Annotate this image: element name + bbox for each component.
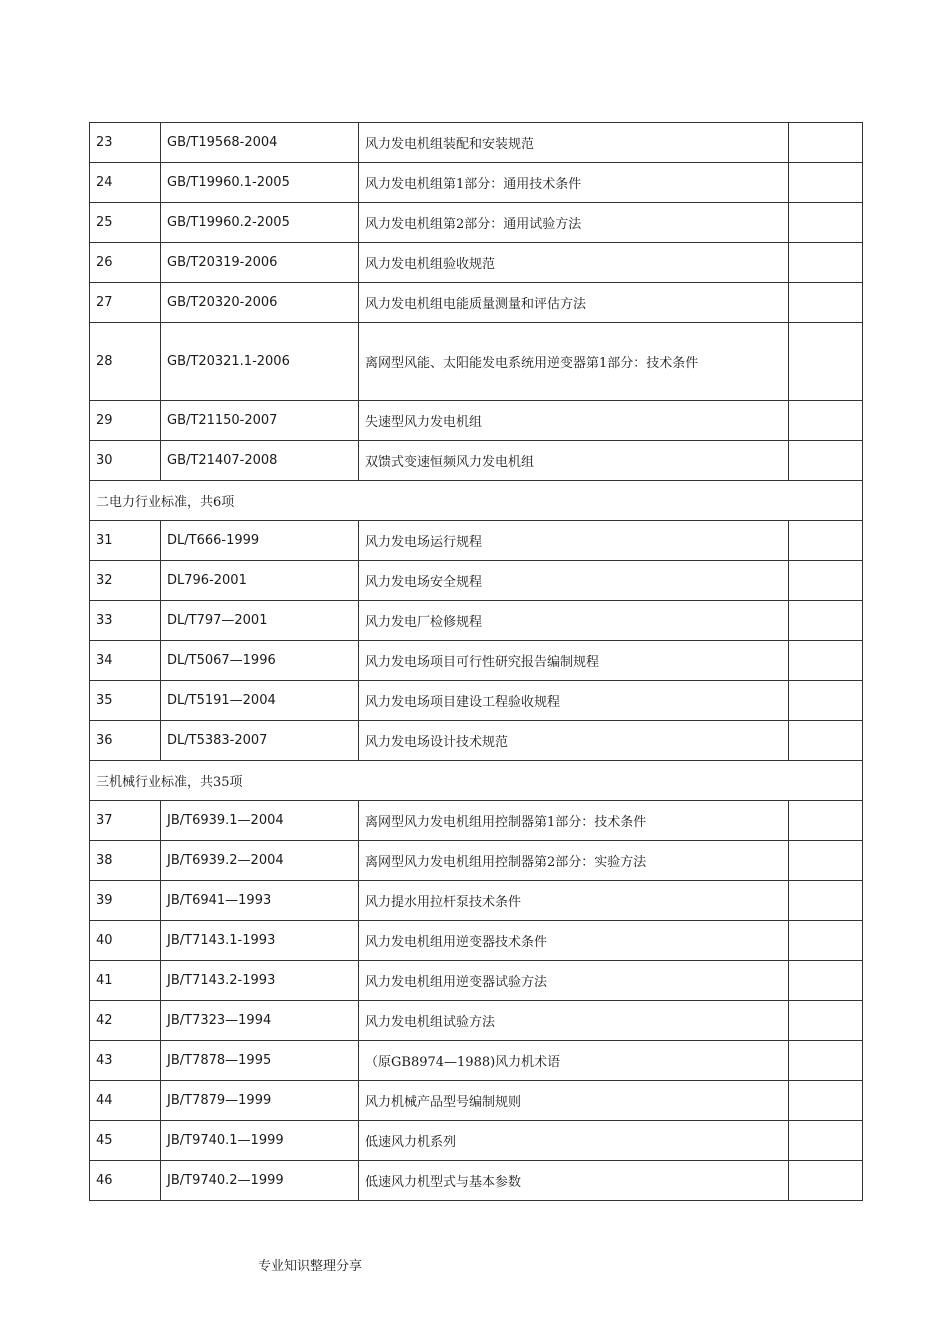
standard-code: JB/T7878—1995 — [161, 1041, 359, 1081]
row-number: 37 — [90, 801, 161, 841]
standard-code: DL/T666-1999 — [161, 521, 359, 561]
standard-name: 低速风力机型式与基本参数 — [359, 1161, 789, 1201]
standard-code: JB/T9740.1—1999 — [161, 1121, 359, 1161]
remark-cell — [789, 401, 863, 441]
row-number: 32 — [90, 561, 161, 601]
standard-name: 离网型风能、太阳能发电系统用逆变器第1部分：技术条件 — [359, 323, 789, 401]
table-row — [90, 283, 863, 323]
table-row — [90, 243, 863, 283]
remark-cell — [789, 243, 863, 283]
standard-name: 失速型风力发电机组 — [359, 401, 789, 441]
row-number: 39 — [90, 881, 161, 921]
standard-name: 风力发电机组用逆变器技术条件 — [359, 921, 789, 961]
remark-cell — [789, 801, 863, 841]
remark-cell — [789, 881, 863, 921]
standard-name: 风力发电机组电能质量测量和评估方法 — [359, 283, 789, 323]
table-row — [90, 881, 863, 921]
standard-code: GB/T19960.1-2005 — [161, 163, 359, 203]
row-number: 33 — [90, 601, 161, 641]
standard-code: GB/T20320-2006 — [161, 283, 359, 323]
row-number: 42 — [90, 1001, 161, 1041]
row-number: 46 — [90, 1161, 161, 1201]
section-header-row — [90, 481, 863, 521]
table-row — [90, 1161, 863, 1201]
row-number: 26 — [90, 243, 161, 283]
remark-cell — [789, 1081, 863, 1121]
standard-name: 风力发电厂检修规程 — [359, 601, 789, 641]
remark-cell — [789, 1001, 863, 1041]
table-row — [90, 323, 863, 401]
remark-cell — [789, 721, 863, 761]
standard-name: 风力发电机组试验方法 — [359, 1001, 789, 1041]
remark-cell — [789, 561, 863, 601]
standard-name: 风力发电场设计技术规范 — [359, 721, 789, 761]
section-title: 三机械行业标准，共35项 — [90, 761, 863, 801]
remark-cell — [789, 323, 863, 401]
standard-code: JB/T9740.2—1999 — [161, 1161, 359, 1201]
page-footer: 专业知识整理分享 — [258, 1259, 363, 1274]
standard-name: 风力机械产品型号编制规则 — [359, 1081, 789, 1121]
standard-code: DL/T5383-2007 — [161, 721, 359, 761]
table-row — [90, 1081, 863, 1121]
table-row — [90, 1121, 863, 1161]
table-row — [90, 123, 863, 163]
standard-code: JB/T7143.2-1993 — [161, 961, 359, 1001]
remark-cell — [789, 283, 863, 323]
row-number: 31 — [90, 521, 161, 561]
standard-code: JB/T6941—1993 — [161, 881, 359, 921]
standard-code: GB/T20319-2006 — [161, 243, 359, 283]
row-number: 44 — [90, 1081, 161, 1121]
remark-cell — [789, 841, 863, 881]
table-row — [90, 1041, 863, 1081]
table-row — [90, 401, 863, 441]
remark-cell — [789, 123, 863, 163]
remark-cell — [789, 163, 863, 203]
standard-code: JB/T7879—1999 — [161, 1081, 359, 1121]
standard-name: 风力发电机组验收规范 — [359, 243, 789, 283]
standard-code: DL796-2001 — [161, 561, 359, 601]
standards-table — [89, 122, 863, 1201]
standard-code: DL/T797—2001 — [161, 601, 359, 641]
remark-cell — [789, 601, 863, 641]
table-row — [90, 721, 863, 761]
remark-cell — [789, 1161, 863, 1201]
table-row — [90, 641, 863, 681]
standard-code: DL/T5067—1996 — [161, 641, 359, 681]
standard-name: 风力发电场项目建设工程验收规程 — [359, 681, 789, 721]
standard-code: GB/T20321.1-2006 — [161, 323, 359, 401]
remark-cell — [789, 203, 863, 243]
standard-code: JB/T6939.2—2004 — [161, 841, 359, 881]
table-row — [90, 561, 863, 601]
section-title: 二电力行业标准，共6项 — [90, 481, 863, 521]
row-number: 36 — [90, 721, 161, 761]
standard-name: 风力发电场运行规程 — [359, 521, 789, 561]
standard-code: JB/T6939.1—2004 — [161, 801, 359, 841]
row-number: 35 — [90, 681, 161, 721]
standard-code: JB/T7323—1994 — [161, 1001, 359, 1041]
remark-cell — [789, 681, 863, 721]
table-row — [90, 1001, 863, 1041]
remark-cell — [789, 641, 863, 681]
row-number: 45 — [90, 1121, 161, 1161]
standard-code: GB/T21407-2008 — [161, 441, 359, 481]
table-row — [90, 163, 863, 203]
row-number: 28 — [90, 323, 161, 401]
row-number: 25 — [90, 203, 161, 243]
section-header-row — [90, 761, 863, 801]
table-row — [90, 601, 863, 641]
standard-name: 双馈式变速恒频风力发电机组 — [359, 441, 789, 481]
standard-name: 风力发电场安全规程 — [359, 561, 789, 601]
row-number: 27 — [90, 283, 161, 323]
standards-table-body — [90, 123, 863, 1201]
remark-cell — [789, 961, 863, 1001]
standard-name: 离网型风力发电机组用控制器第1部分：技术条件 — [359, 801, 789, 841]
row-number: 30 — [90, 441, 161, 481]
row-number: 43 — [90, 1041, 161, 1081]
standard-name: 离网型风力发电机组用控制器第2部分：实验方法 — [359, 841, 789, 881]
remark-cell — [789, 521, 863, 561]
standard-name: 风力发电机组第1部分：通用技术条件 — [359, 163, 789, 203]
table-row — [90, 203, 863, 243]
standard-name: 低速风力机系列 — [359, 1121, 789, 1161]
table-row — [90, 961, 863, 1001]
standard-name: 风力发电机组装配和安装规范 — [359, 123, 789, 163]
remark-cell — [789, 1121, 863, 1161]
row-number: 38 — [90, 841, 161, 881]
standard-name: 风力提水用拉杆泵技术条件 — [359, 881, 789, 921]
row-number: 29 — [90, 401, 161, 441]
standard-code: GB/T19568-2004 — [161, 123, 359, 163]
table-row — [90, 841, 863, 881]
row-number: 23 — [90, 123, 161, 163]
table-row — [90, 921, 863, 961]
standard-name: 风力发电机组用逆变器试验方法 — [359, 961, 789, 1001]
table-row — [90, 441, 863, 481]
remark-cell — [789, 921, 863, 961]
table-row — [90, 521, 863, 561]
standard-code: DL/T5191—2004 — [161, 681, 359, 721]
standard-code: GB/T19960.2-2005 — [161, 203, 359, 243]
table-row — [90, 801, 863, 841]
row-number: 41 — [90, 961, 161, 1001]
standard-code: GB/T21150-2007 — [161, 401, 359, 441]
standard-name: 风力发电场项目可行性研究报告编制规程 — [359, 641, 789, 681]
remark-cell — [789, 441, 863, 481]
row-number: 34 — [90, 641, 161, 681]
standard-code: JB/T7143.1-1993 — [161, 921, 359, 961]
standard-name: （原GB8974—1988)风力机术语 — [359, 1041, 789, 1081]
table-row — [90, 681, 863, 721]
row-number: 24 — [90, 163, 161, 203]
remark-cell — [789, 1041, 863, 1081]
standard-name: 风力发电机组第2部分：通用试验方法 — [359, 203, 789, 243]
row-number: 40 — [90, 921, 161, 961]
